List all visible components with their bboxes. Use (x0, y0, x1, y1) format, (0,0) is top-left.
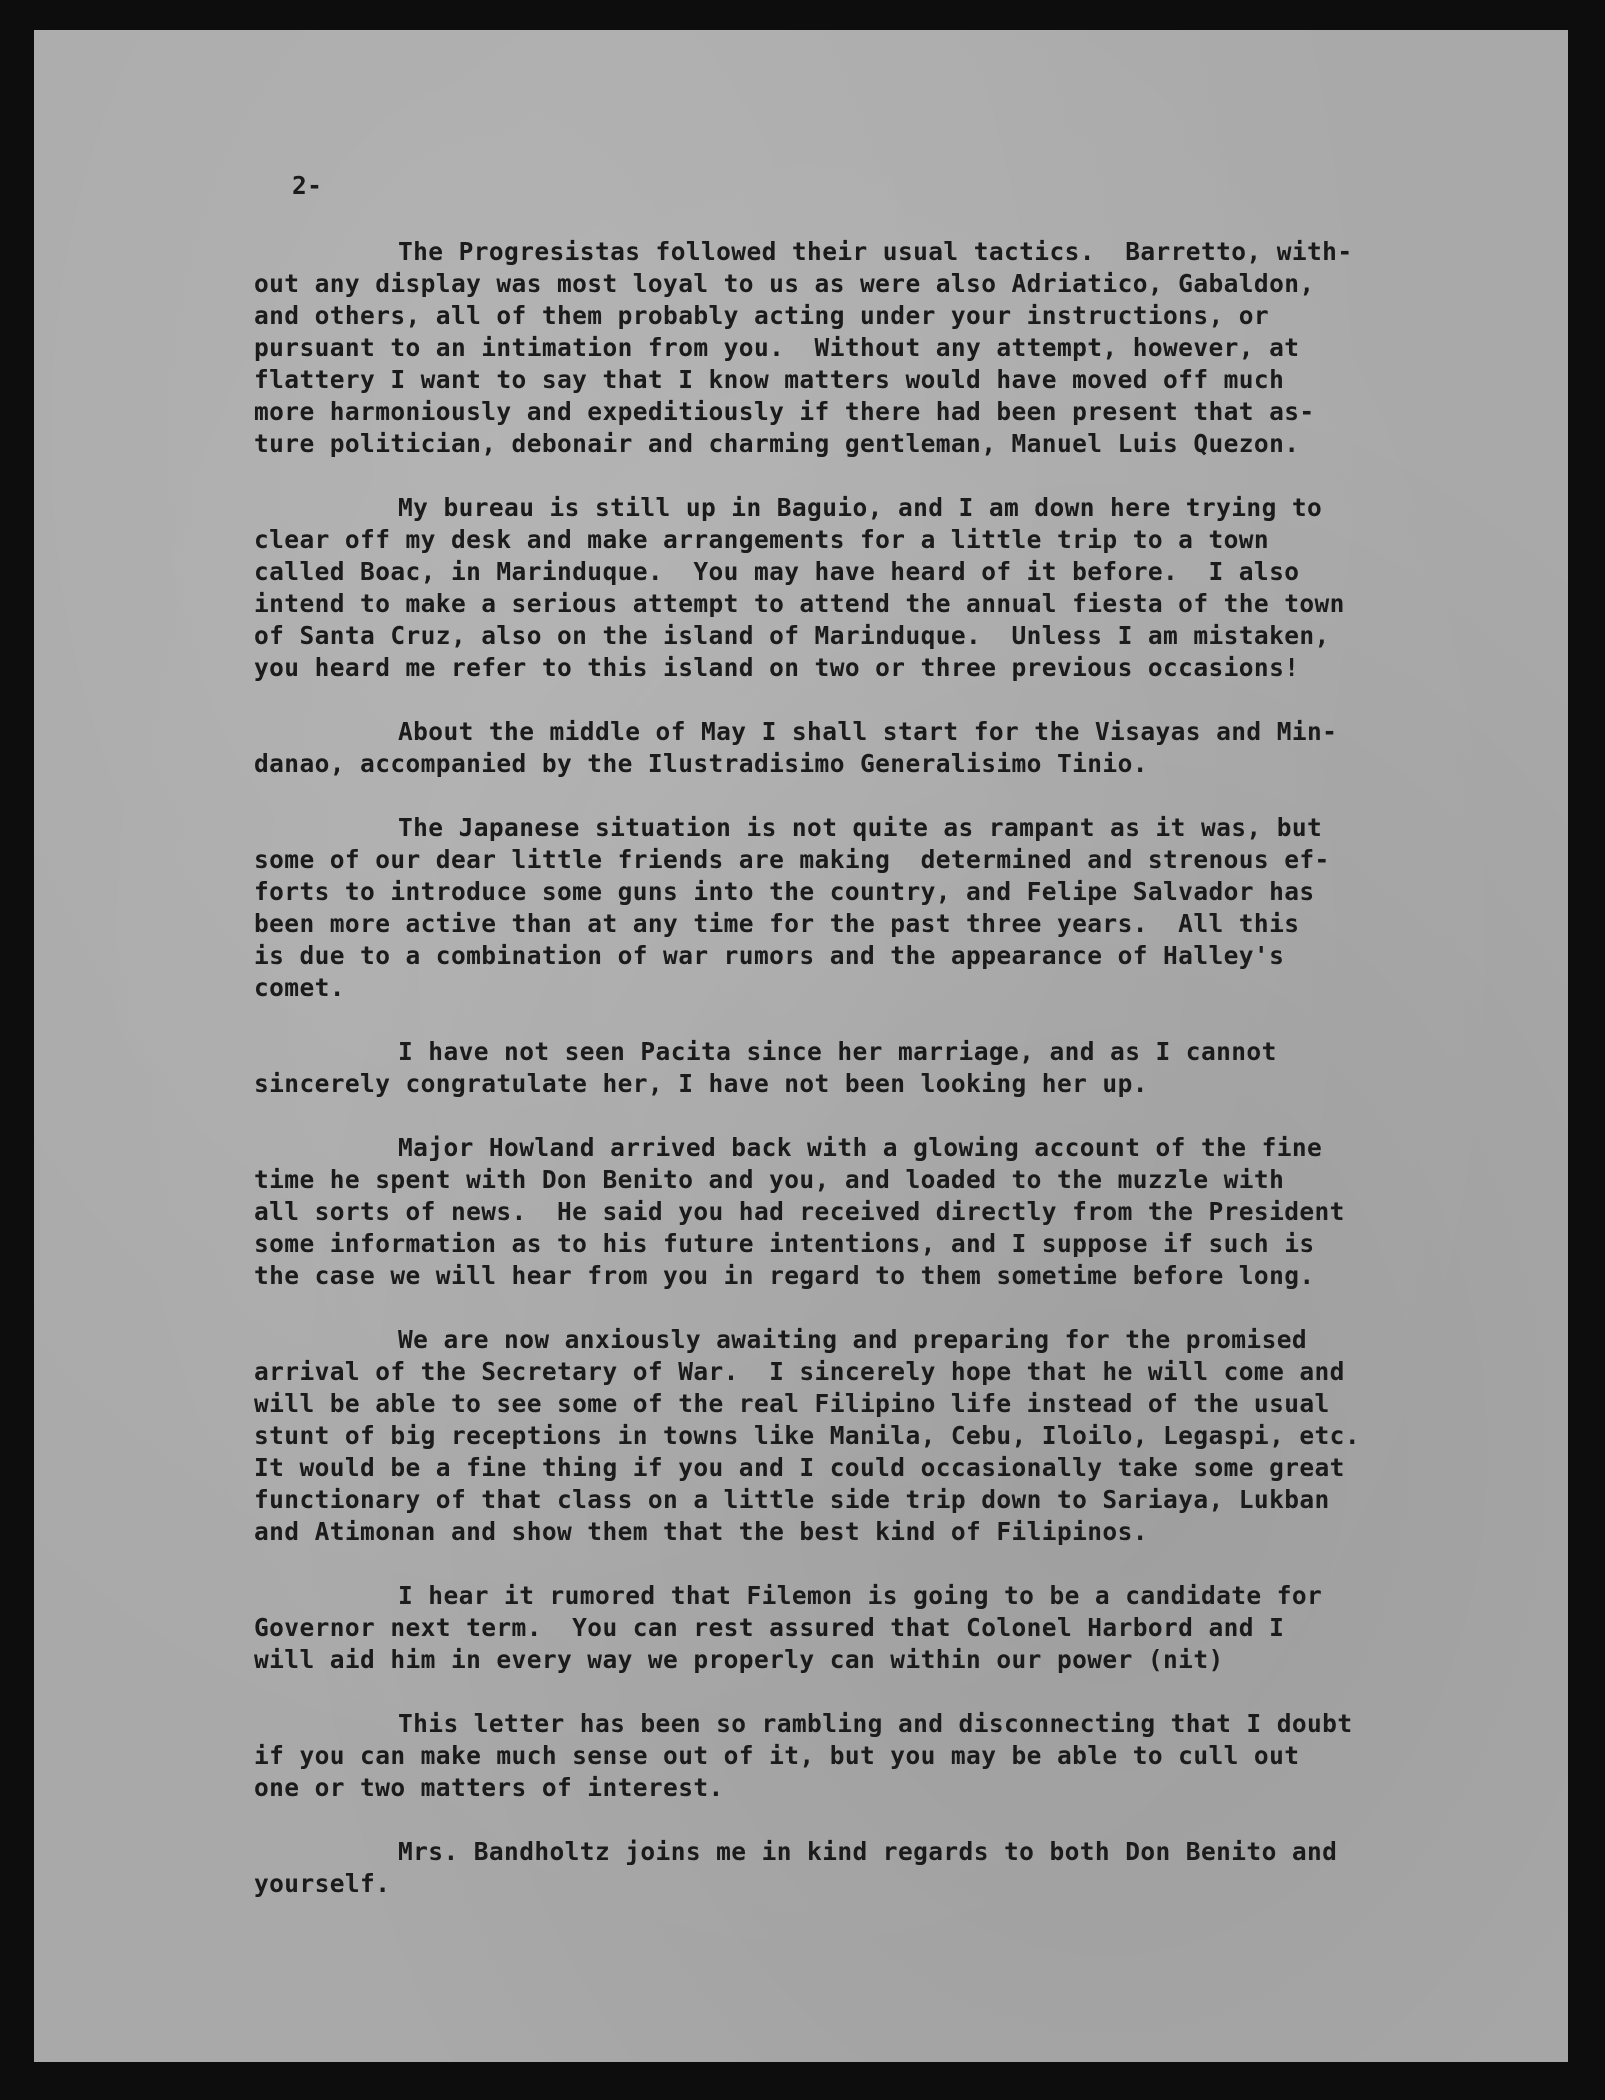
text-line: comet. (254, 973, 345, 1002)
paragraph-5 (254, 1036, 1484, 1100)
text-line: the case we will hear from you in regard to them sometime before long. (254, 1261, 1315, 1290)
paragraph-8 (254, 1580, 1484, 1676)
letter-body (254, 170, 1484, 1900)
text-line: arrival of the Secretary of War. I sincerely hope that he will come and (254, 1357, 1345, 1386)
text-line: danao, accompanied by the Ilustradisimo Generalisimo Tinio. (254, 749, 1148, 778)
text-line: I have not seen Pacita since her marriage, and as I cannot (398, 1037, 1277, 1066)
text-line: of Santa Cruz, also on the island of Marinduque. Unless I am mistaken, (254, 621, 1330, 650)
text-line: sincerely congratulate her, I have not been looking her up. (254, 1069, 1148, 1098)
text-line: yourself. (254, 1869, 391, 1898)
text-line: one or two matters of interest. (254, 1773, 724, 1802)
text-line: functionary of that class on a little side trip down to Sariaya, Lukban (254, 1485, 1330, 1514)
text-line: My bureau is still up in Baguio, and I am down here trying to (398, 493, 1323, 522)
text-line: more harmoniously and expeditiously if there had been present that as- (254, 397, 1315, 426)
text-line: This letter has been so rambling and disconnecting that I doubt (398, 1709, 1353, 1738)
text-line: will aid him in every way we properly can within our power (nit) (254, 1645, 1224, 1674)
text-line: and others, all of them probably acting under your instructions, or (254, 301, 1270, 330)
text-line: Mrs. Bandholtz joins me in kind regards to both Don Benito and (398, 1837, 1338, 1866)
text-line: been more active than at any time for the past three years. All this (254, 909, 1300, 938)
text-line: some of our dear little friends are making determined and strenous ef- (254, 845, 1330, 874)
closing-paragraph (254, 1836, 1484, 1900)
text-line: you heard me refer to this island on two or three previous occasions! (254, 653, 1300, 682)
paragraph-3 (254, 716, 1484, 780)
text-line: stunt of big receptions in towns like Manila, Cebu, Iloilo, Legaspi, etc. (254, 1421, 1360, 1450)
text-line: We are now anxiously awaiting and preparing for the promised (398, 1325, 1308, 1354)
text-line: It would be a fine thing if you and I could occasionally take some great (254, 1453, 1345, 1482)
text-line: About the middle of May I shall start for the Visayas and Min- (398, 717, 1338, 746)
paragraph-1 (254, 236, 1484, 460)
text-line: I hear it rumored that Filemon is going to be a candidate for (398, 1581, 1323, 1610)
paragraph-6 (254, 1132, 1484, 1292)
text-line: intend to make a serious attempt to attend the annual fiesta of the town (254, 589, 1345, 618)
paragraph-9 (254, 1708, 1484, 1804)
text-line: forts to introduce some guns into the country, and Felipe Salvador has (254, 877, 1315, 906)
text-line: all sorts of news. He said you had received directly from the President (254, 1197, 1345, 1226)
paragraph-7 (254, 1324, 1484, 1548)
document-page (34, 30, 1568, 2062)
text-line: flattery I want to say that I know matters would have moved off much (254, 365, 1285, 394)
text-line: time he spent with Don Benito and you, and loaded to the muzzle with (254, 1165, 1285, 1194)
text-line: pursuant to an intimation from you. Without any attempt, however, at (254, 333, 1300, 362)
text-line: and Atimonan and show them that the best kind of Filipinos. (254, 1517, 1148, 1546)
text-line: some information as to his future intentions, and I suppose if such is (254, 1229, 1315, 1258)
text-line: The Progresistas followed their usual tactics. Barretto, with- (398, 237, 1353, 266)
text-line: Governor next term. You can rest assured that Colonel Harbord and I (254, 1613, 1285, 1642)
text-line: clear off my desk and make arrangements for a little trip to a town (254, 525, 1270, 554)
page-number: 2- (292, 171, 323, 200)
text-line: ture politician, debonair and charming gentleman, Manuel Luis Quezon. (254, 429, 1300, 458)
paragraph-2 (254, 492, 1484, 684)
text-line: out any display was most loyal to us as were also Adriatico, Gabaldon, (254, 269, 1315, 298)
text-line: Major Howland arrived back with a glowing account of the fine (398, 1133, 1323, 1162)
text-line: if you can make much sense out of it, but you may be able to cull out (254, 1741, 1300, 1770)
text-line: is due to a combination of war rumors and the appearance of Halley's (254, 941, 1285, 970)
text-line: called Boac, in Marinduque. You may have heard of it before. I also (254, 557, 1300, 586)
text-line: will be able to see some of the real Filipino life instead of the usual (254, 1389, 1330, 1418)
paragraph-4 (254, 812, 1484, 1004)
text-line: The Japanese situation is not quite as rampant as it was, but (398, 813, 1323, 842)
